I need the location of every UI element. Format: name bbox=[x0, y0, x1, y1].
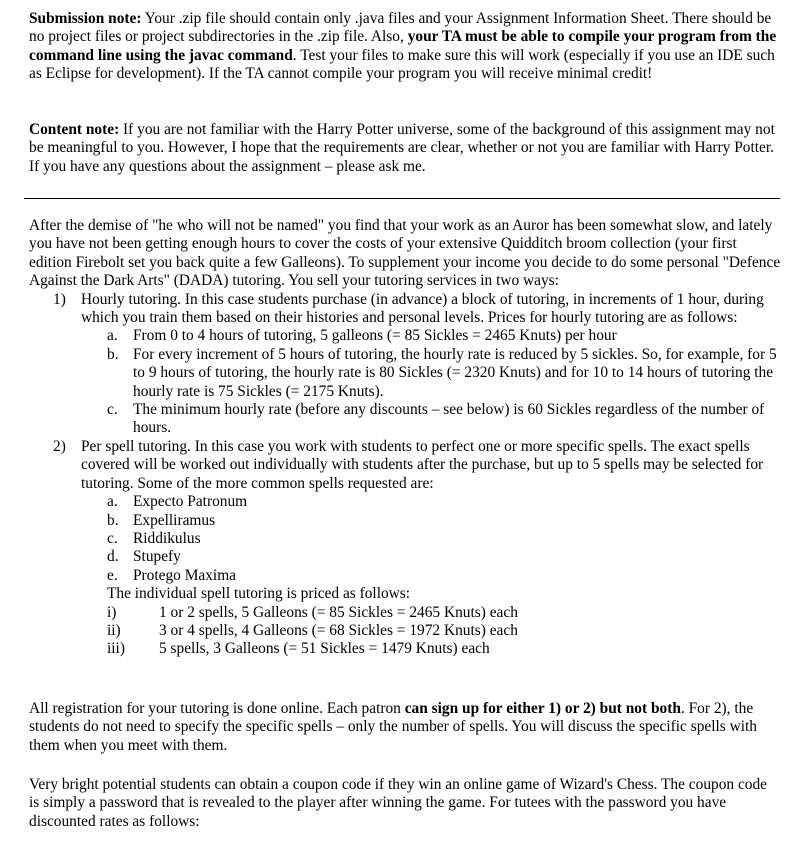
content-note-text: If you are not familiar with the Harry Potter universe, some of the background of this assignment may not be meaningful to you. However, I hope that the requirements are clear, whether or not you are familiar with Harry Potter. If you have any questions about the assignment – please ask me. bbox=[29, 121, 775, 175]
compile-requirement: your TA must be able to compile your program from the command line using the javac command bbox=[29, 28, 777, 64]
sub-item bbox=[29, 401, 781, 438]
sub-item-letter: c. bbox=[107, 529, 118, 547]
coupon-text: Very bright potential students can obtain a coupon code if they win an online game of Wizard's Chess. The coupon code is simply a password that is revealed to the player after winning the game. For tutees with the password you have discounted rates as follows: bbox=[29, 776, 768, 830]
price-text: 5 spells, 3 Galleons (= 51 Sickles = 1479 Knuts) each bbox=[159, 640, 490, 658]
sub-item-letter: a. bbox=[107, 493, 118, 511]
sub-item bbox=[29, 346, 781, 401]
submission-note-text: Your .zip file should contain only .java files and your Assignment Information Sheet. There should be no project files or project subdirectories in the .zip file. Also, bbox=[29, 10, 772, 46]
spell-name: Expelliramus bbox=[133, 511, 216, 529]
submission-note-text-end: . Test your files to make sure this will work (especially if you use an IDE such as Eclipse for development). If the TA cannot compile your program you will receive minimal credit! bbox=[29, 46, 775, 83]
sub-item-letter: b. bbox=[107, 511, 119, 529]
spell-item bbox=[29, 530, 781, 548]
spell-item bbox=[29, 512, 781, 530]
price-numeral: iii) bbox=[107, 640, 125, 658]
sub-item-letter: e. bbox=[107, 566, 118, 584]
submission-note-label: Submission note: bbox=[29, 10, 142, 27]
assignment-description bbox=[29, 217, 781, 659]
price-numeral: ii) bbox=[107, 621, 121, 639]
sub-item-text: From 0 to 4 hours of tutoring, 5 galleons (= 85 Sickles = 2465 Knuts) per hour bbox=[133, 327, 617, 345]
content-note-label: Content note: bbox=[29, 121, 120, 138]
spell-name: Protego Maxima bbox=[133, 566, 237, 584]
list-number: 1) bbox=[53, 290, 66, 308]
content-note bbox=[29, 121, 777, 176]
spell-name: Stupefy bbox=[133, 548, 181, 566]
submission-note bbox=[29, 10, 777, 84]
registration-text-end: . For 2), the students do not need to specify the specific spells – only the number of spells. You will discuss the specific spells with them when you meet with them. bbox=[29, 700, 757, 754]
sub-item-letter: a. bbox=[107, 327, 118, 345]
price-item bbox=[29, 622, 781, 640]
price-item bbox=[29, 640, 781, 658]
registration-paragraph bbox=[29, 700, 781, 755]
spell-item bbox=[29, 548, 781, 566]
pricing-intro-text: The individual spell tutoring is priced as follows: bbox=[107, 585, 411, 603]
sub-item-text: The minimum hourly rate (before any discounts – see below) is 60 Sickles regardless of the number of hours. bbox=[133, 401, 765, 437]
coupon-paragraph bbox=[29, 776, 781, 831]
sub-item-letter: d. bbox=[107, 548, 119, 566]
list-item-per-spell-tutoring bbox=[29, 438, 781, 493]
registration-emphasis: can sign up for either 1) or 2) but not both bbox=[404, 700, 681, 717]
spell-item bbox=[29, 567, 781, 585]
list-number: 2) bbox=[53, 437, 66, 455]
price-numeral: i) bbox=[107, 603, 117, 621]
spell-name: Riddikulus bbox=[133, 529, 201, 547]
sub-item-letter: c. bbox=[107, 401, 118, 419]
price-text: 1 or 2 spells, 5 Galleons (= 85 Sickles = 2465 Knuts) each bbox=[159, 603, 518, 621]
spell-item bbox=[29, 493, 781, 511]
sub-item-letter: b. bbox=[107, 345, 119, 363]
intro-paragraph: After the demise of "he who will not be named" you find that your work as an Auror has been somewhat slow, and lately you have not been getting enough hours to cover the costs of your extensive Quidditch broom collection (your first edition Firebolt set you back quite a few Galleons). To supplement your income you decide to do some personal "Defence Against the Dark Arts" (DADA) tutoring. You sell your tutoring services in two ways: bbox=[29, 217, 781, 290]
list-item-text: Hourly tutoring. In this case students purchase (in advance) a block of tutoring, in increments of 1 hour, during which you train them based on their histories and personal levels. Prices for hourly tutoring are as follows: bbox=[81, 290, 764, 327]
price-item bbox=[29, 604, 781, 622]
list-item-hourly-tutoring bbox=[29, 291, 781, 328]
pricing-intro bbox=[29, 585, 781, 603]
price-text: 3 or 4 spells, 4 Galleons (= 68 Sickles = 1972 Knuts) each bbox=[159, 621, 518, 639]
horizontal-divider bbox=[24, 198, 780, 199]
list-item-text: Per spell tutoring. In this case you work with students to perfect one or more specific spells. The exact spells covered will be worked out individually with students after the purchase, but up to 5 spells may be selected for tutoring. Some of the more common spells requested are: bbox=[81, 437, 764, 492]
spell-name: Expecto Patronum bbox=[133, 493, 248, 511]
registration-text: All registration for your tutoring is done online. Each patron bbox=[29, 700, 405, 717]
sub-item bbox=[29, 327, 781, 345]
sub-item-text: For every increment of 5 hours of tutoring, the hourly rate is reduced by 5 sickles. So, for example, for 5 to 9 hours of tutoring, the hourly rate is 80 Sickles (= 2320 Knuts) and for 10 to 14 hours of tutoring the hourly rate is 75 Sickles (= 2175 Knuts). bbox=[133, 345, 777, 400]
